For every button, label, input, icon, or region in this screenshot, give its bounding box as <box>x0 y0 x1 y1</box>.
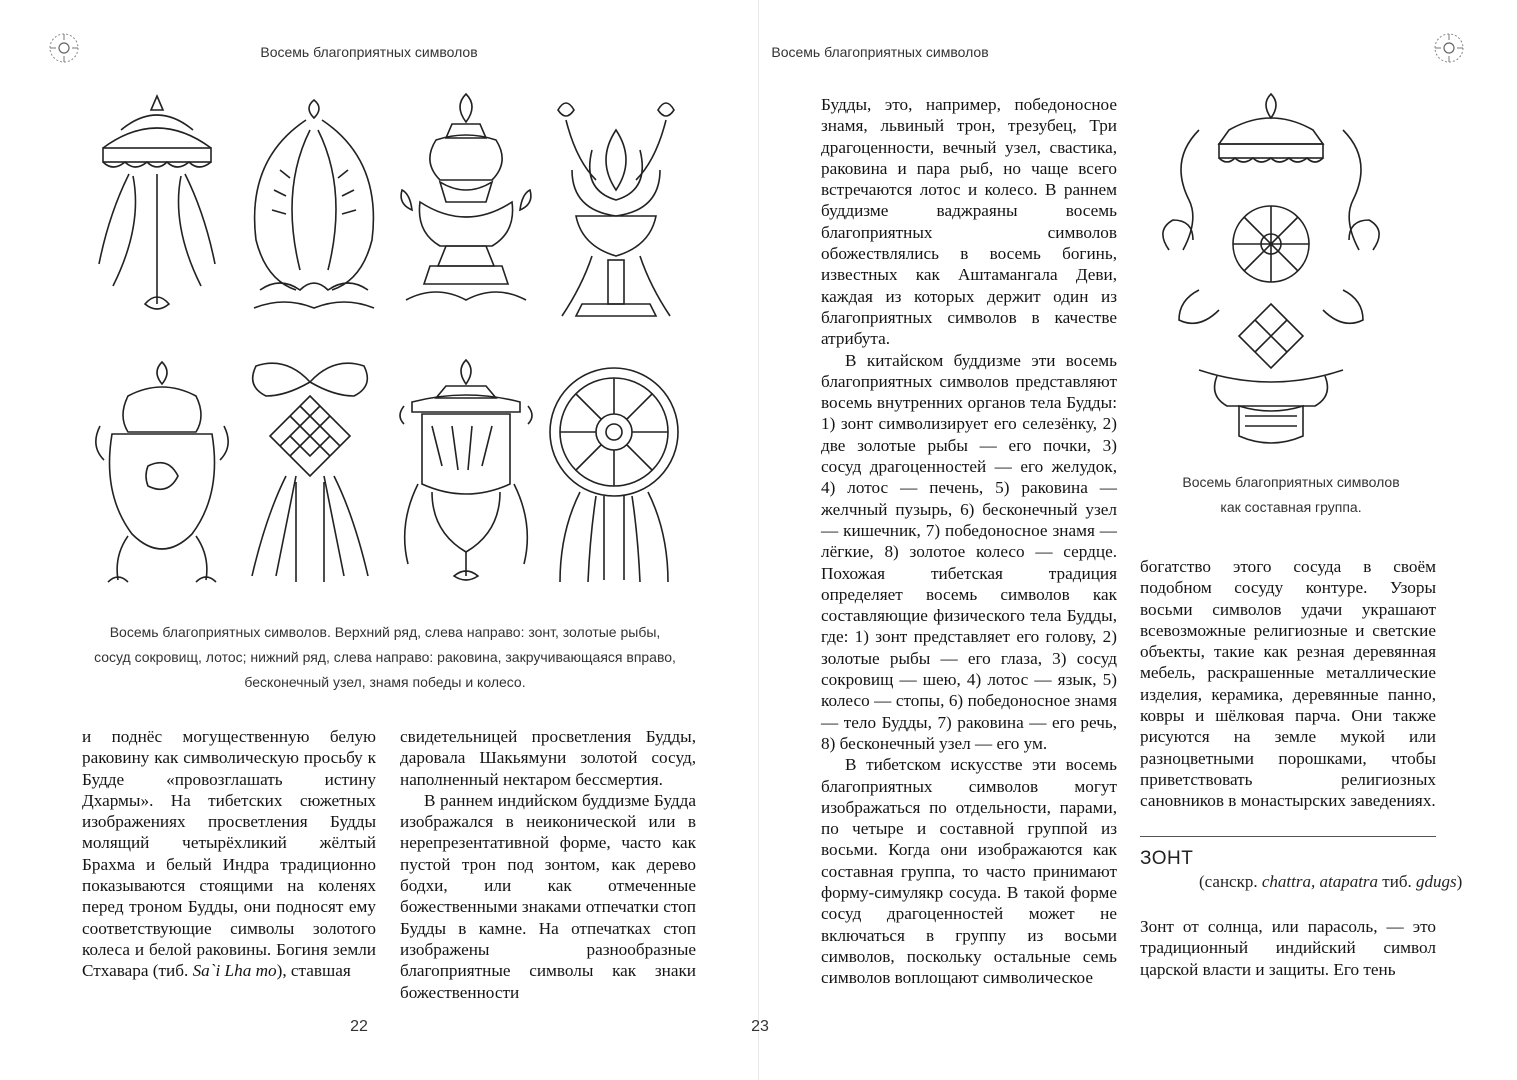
running-head: Восемь благоприятных символов <box>260 44 478 60</box>
page-number: 22 <box>350 1018 368 1035</box>
section-rule <box>1140 836 1436 837</box>
dharma-wheel-icon <box>540 356 688 588</box>
umbrella-icon <box>83 90 231 322</box>
section-subtitle: (санскр. chattra, atapatra тиб. gdugs) <box>1199 872 1463 891</box>
composite-caption <box>1159 470 1423 520</box>
paragraph: свидетельницей просветления Будды, даровала Шакьямуни золотой сосуд, наполненный нектаром бессмертия. <box>400 727 696 789</box>
golden-fishes-icon <box>240 90 388 322</box>
treasure-vase-icon <box>392 90 540 322</box>
right-page <box>751 0 1517 1080</box>
page-number: 23 <box>751 1018 769 1035</box>
figure-caption <box>90 620 680 695</box>
running-head: Восемь благоприятных символов <box>771 44 989 60</box>
ornament-icon <box>1431 30 1467 66</box>
paragraph: В китайском буддизме эти восемь благоприятных символов представляют восемь внутренних органов тела Будды: 1) зонт символизирует его селезёнку, 2) две золотые рыбы — его почки, 3) сосуд драгоценностей — его желудок, 4) лотос — печень, 5) раковина — желчный пузырь, 6) бесконечный узел — кишечник, 7) победоносное знамя — лёгкие, 8) золотое колесо — сердце. Похожая тибетская традиция определяет восемь символов как составляющие физического тела Будды, где: 1) зонт представляет его голову, 2) золотые рыбы — его глаза, 3) сосуд сокровищ — шею, 4) лотос — язык, 5) колесо — стопы, 6) победоносное знамя — тело Будды, 7) раковина — его речь, 8) бесконечный узел — его ум. <box>821 350 1117 753</box>
paragraph: и поднёс могущественную белую раковину как символическую просьбу к Будде «провозглашать истину Дхармы». На тибетских сюжетных изображениях просветления Будды молящий четырёхликий жёлтый Брахма и белый Индра традиционно показываются стоящими на коленях перед троном Будды, они подносят ему соответствующие символы золотого колеса и белой раковины. Богиня земли Стхавара (тиб. Sa`i Lha mo), ставшая <box>82 727 376 981</box>
endless-knot-icon <box>236 356 384 588</box>
paragraph: Будды, это, например, победоносное знамя, львиный трон, трезубец, Три драгоценности, вечный узел, свастика, раковина и пара рыб, но чаще всего встречаются лотос и колесо. В раннем буддизме ваджраяны восемь благоприятных символов обожествлялись в восемь богинь, известных как Аштамангала Деви, каждая из которых держит один из благоприятных символов в качестве атрибута. <box>821 95 1117 349</box>
paragraph: Зонт от солнца, или парасоль, — это традиционный индийский символ царской власти и защиты. Его тень <box>1140 917 1436 979</box>
text-column-1 <box>821 94 1117 988</box>
paragraph: богатство этого сосуда в своём подобном сосуду контуре. Узоры восьми символов удачи украшают всевозможные религиозные и светские объекты, такие как резная деревянная мебель, раскрашенные металлические изделия, керамика, деревянные панно, ковры и шёлковая парча. Они также рисуются на земле мукой или разноцветными порошками, чтобы приветствовать религиозных сановников в монастырских заведениях. <box>1140 557 1436 811</box>
caption-line: сосуд сокровищ, лотос; нижний ряд, слева направо: раковина, закручивающаяся вправо, <box>94 649 676 665</box>
text-column-1 <box>82 726 376 982</box>
paragraph: В раннем индийском буддизме Будда изображался в неиконической или в нерепрезентативной форме, часто как пустой трон под зонтом, как дерево бодхи, или как отмеченные божественными знаками отпечатки стоп Будды в камне. На отпечатках стоп изображены разнообразные благоприятные символы как знаки божественности <box>400 790 696 1002</box>
paragraph: В тибетском искусстве эти восемь благоприятных символов могут изображаться по отдельности, парами, по четыре и составной группой из восьми. Когда они изображаются как составная группа, то часто принимают форму-симулякр сосуда. В такой форме сосуд драгоценностей может не включаться в группу из восьми символов, поскольку остальные семь символов воплощают символическое <box>821 755 1117 988</box>
text-column-2 <box>1140 556 1436 812</box>
lotus-icon <box>542 90 690 322</box>
caption-line: Восемь благоприятных символов. Верхний ряд, слева направо: зонт, золотые рыбы, <box>109 624 661 640</box>
left-page <box>0 0 758 1080</box>
victory-banner-icon <box>392 356 540 588</box>
text-column-2 <box>400 726 696 1003</box>
caption-line: бесконечный узел, знамя победы и колесо. <box>244 674 526 690</box>
caption-line: как составная группа. <box>1220 499 1362 515</box>
composite-symbols-figure <box>1159 90 1383 462</box>
caption-line: Восемь благоприятных символов <box>1182 474 1400 490</box>
text-column-2-continued <box>1140 916 1436 980</box>
conch-icon <box>88 356 236 588</box>
section-title: ЗОНТ <box>1140 848 1194 869</box>
